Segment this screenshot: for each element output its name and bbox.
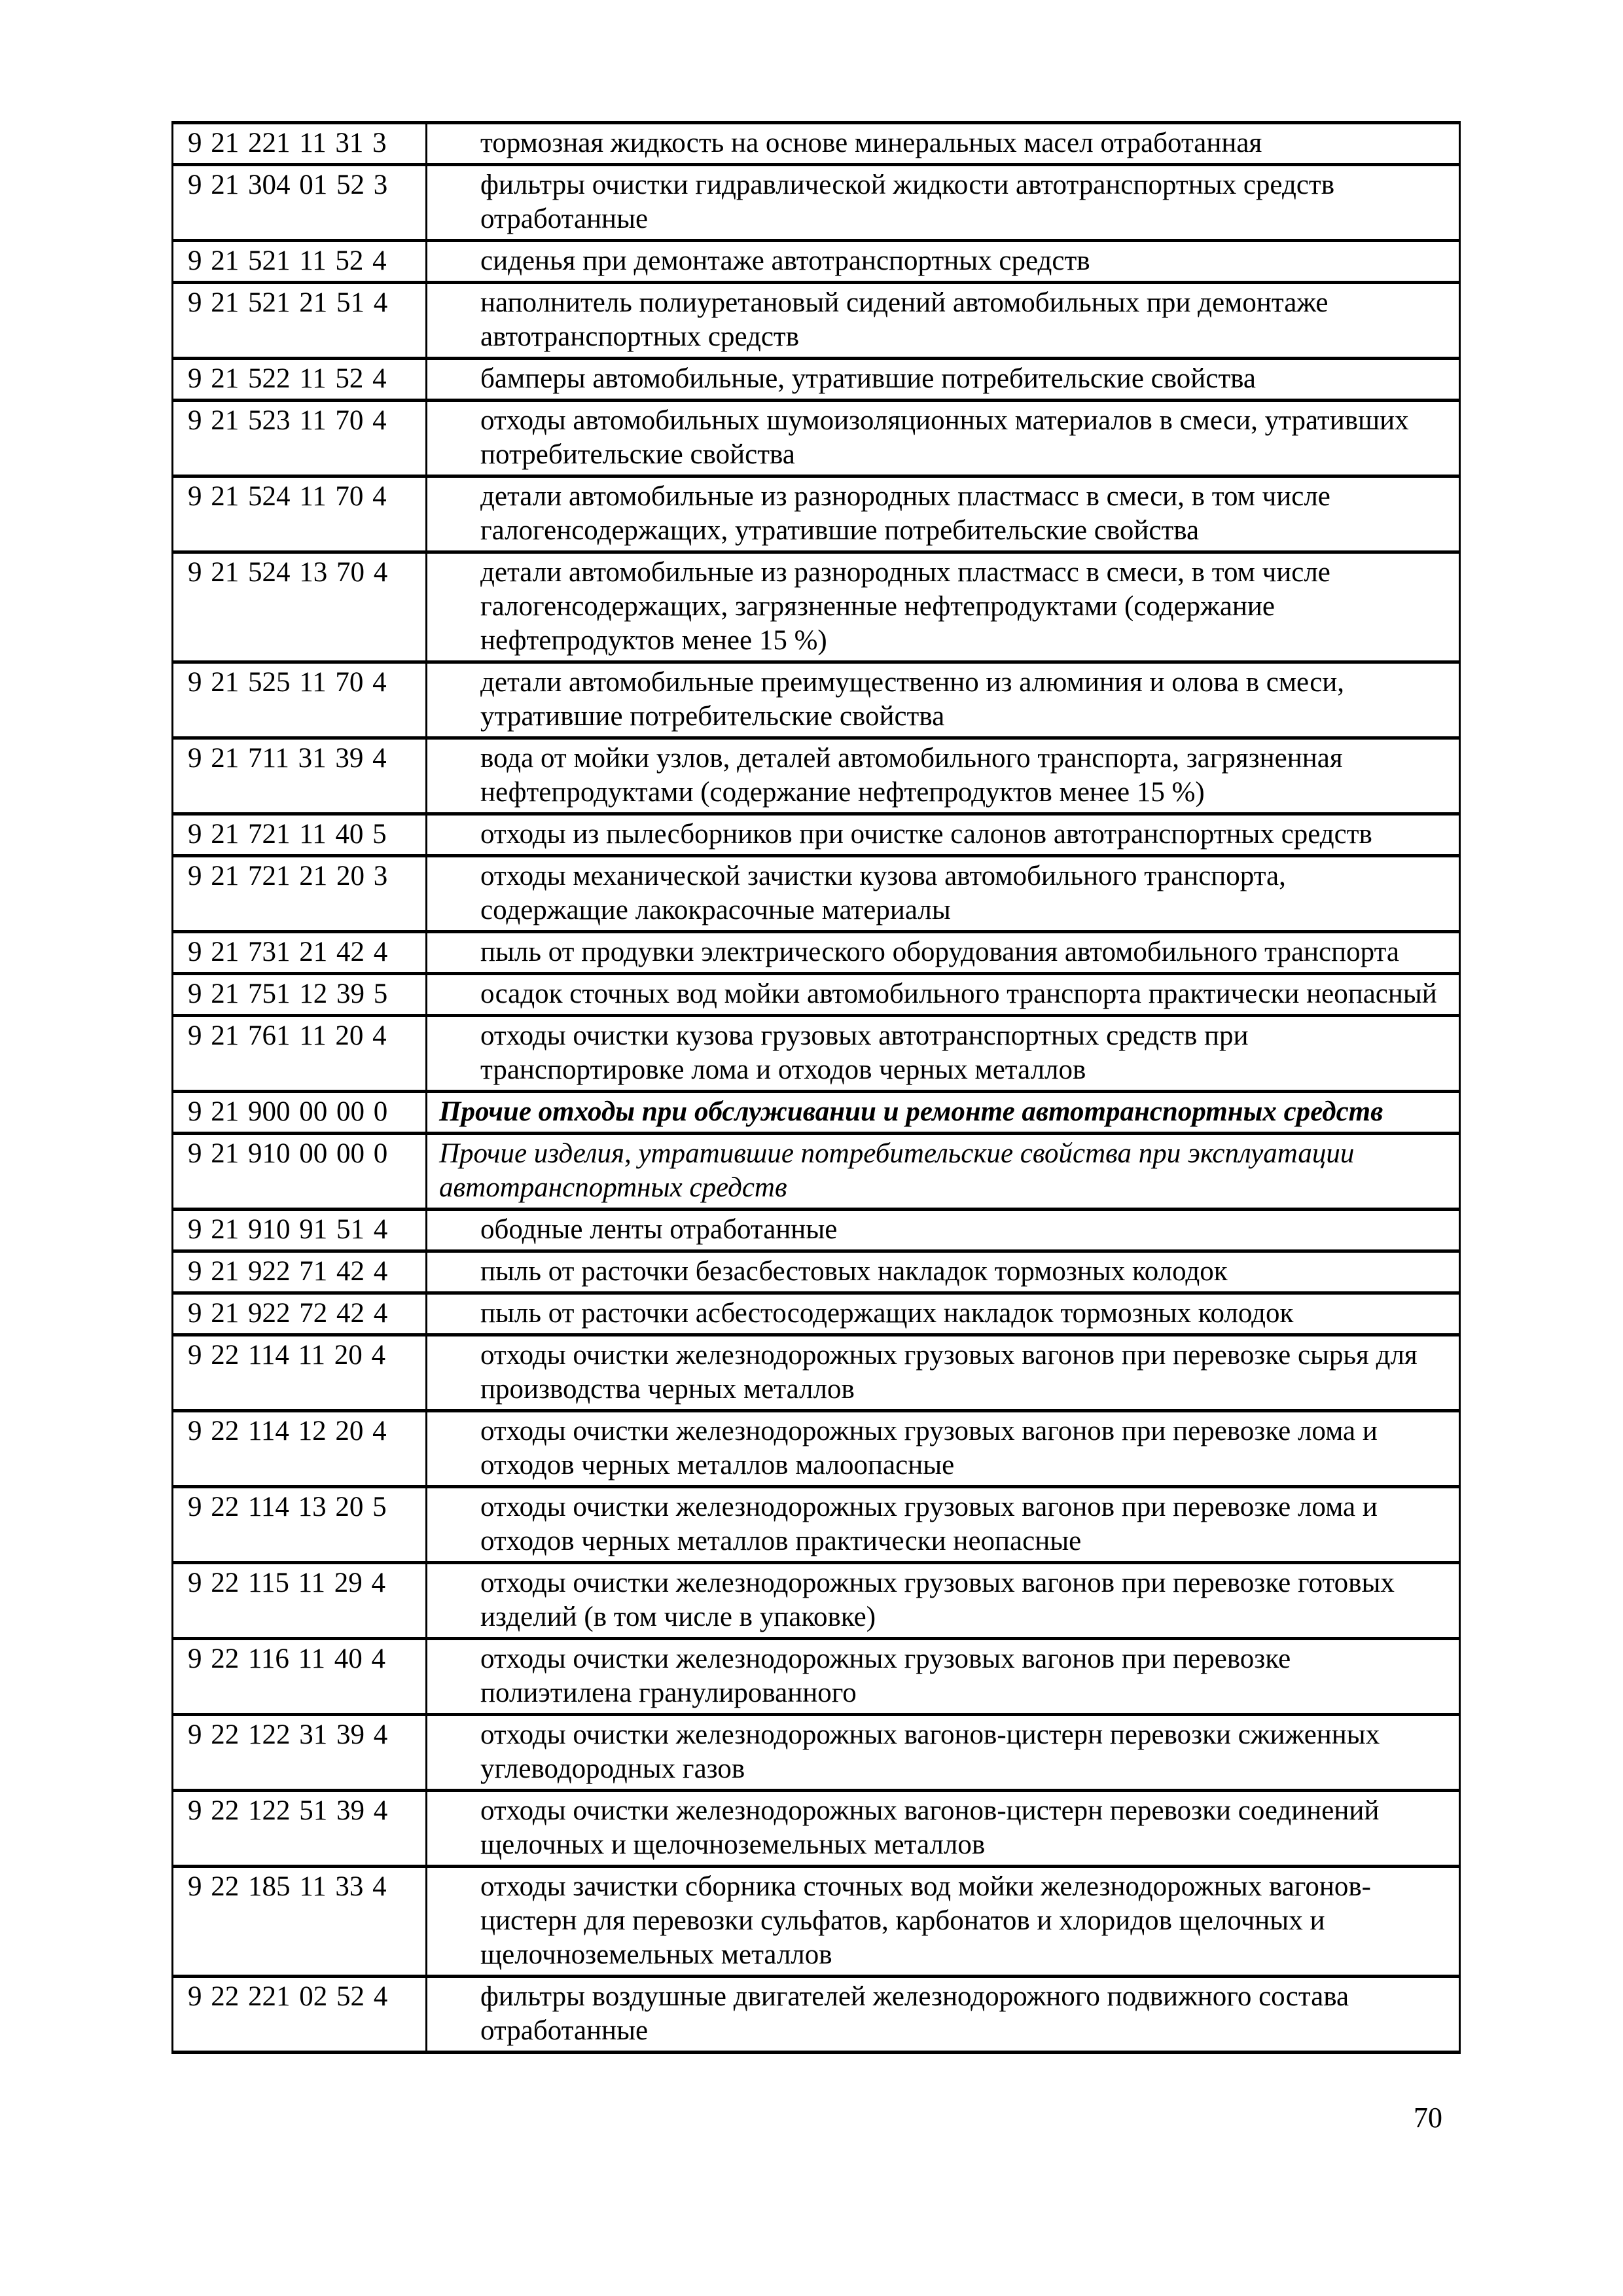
waste-code-cell: 9 21 900 00 00 0	[173, 1092, 427, 1134]
table-row	[173, 1487, 1460, 1563]
waste-code-cell: 9 22 114 12 20 4	[173, 1411, 427, 1487]
waste-name-cell: ободные ленты отработанные	[427, 1210, 1460, 1251]
waste-name-cell: пыль от расточки безасбестовых накладок тормозных колодок	[427, 1251, 1460, 1293]
waste-code-cell: 9 22 114 13 20 5	[173, 1487, 427, 1563]
waste-code-cell: 9 21 731 21 42 4	[173, 932, 427, 974]
waste-name-cell: отходы механической зачистки кузова автомобильного транспорта, содержащие лакокрасочные материалы	[427, 856, 1460, 932]
table-row	[173, 1411, 1460, 1487]
waste-code-cell: 9 21 521 11 52 4	[173, 241, 427, 283]
waste-code-cell: 9 21 711 31 39 4	[173, 738, 427, 814]
waste-name-cell: отходы очистки железнодорожных грузовых вагонов при перевозке готовых изделий (в том числе в упаковке)	[427, 1563, 1460, 1639]
waste-name-cell: отходы очистки железнодорожных вагонов-цистерн перевозки сжиженных углеводородных газов	[427, 1715, 1460, 1791]
table-row	[173, 814, 1460, 856]
waste-code-cell: 9 21 522 11 52 4	[173, 359, 427, 401]
waste-name-cell: наполнитель полиуретановый сидений автомобильных при демонтаже автотранспортных средств	[427, 283, 1460, 359]
waste-name-cell: сиденья при демонтаже автотранспортных средств	[427, 241, 1460, 283]
waste-codes-table	[171, 121, 1461, 2054]
waste-name-cell: бамперы автомобильные, утратившие потребительские свойства	[427, 359, 1460, 401]
waste-code-cell: 9 21 910 00 00 0	[173, 1134, 427, 1210]
waste-code-cell: 9 22 115 11 29 4	[173, 1563, 427, 1639]
waste-code-cell: 9 21 721 21 20 3	[173, 856, 427, 932]
waste-name-cell: отходы очистки железнодорожных грузовых вагонов при перевозке полиэтилена гранулированного	[427, 1639, 1460, 1715]
waste-name-cell: отходы очистки кузова грузовых автотранспортных средств при транспортировке лома и отходов черных металлов	[427, 1016, 1460, 1092]
waste-name-cell: пыль от продувки электрического оборудования автомобильного транспорта	[427, 932, 1460, 974]
waste-name-cell: отходы очистки железнодорожных вагонов-цистерн перевозки соединений щелочных и щелочноземельных металлов	[427, 1791, 1460, 1867]
waste-code-cell: 9 22 221 02 52 4	[173, 1977, 427, 2053]
table-row	[173, 359, 1460, 401]
table-row	[173, 552, 1460, 662]
waste-name-cell: детали автомобильные преимущественно из алюминия и олова в смеси, утратившие потребительские свойства	[427, 662, 1460, 738]
waste-name-cell: осадок сточных вод мойки автомобильного транспорта практически неопасный	[427, 974, 1460, 1016]
waste-codes-table-body	[173, 123, 1460, 2053]
waste-code-cell: 9 21 751 12 39 5	[173, 974, 427, 1016]
waste-code-cell: 9 21 721 11 40 5	[173, 814, 427, 856]
waste-name-cell: отходы зачистки сборника сточных вод мойки железнодорожных вагонов-цистерн для перевозки сульфатов, карбонатов и хлоридов щелочных и щелочноземельных металлов	[427, 1867, 1460, 1977]
waste-name-cell: детали автомобильные из разнородных пластмасс в смеси, в том числе галогенсодержащих, утратившие потребительские свойства	[427, 476, 1460, 552]
table-row	[173, 283, 1460, 359]
waste-code-cell: 9 22 116 11 40 4	[173, 1639, 427, 1715]
table-row	[173, 241, 1460, 283]
waste-name-cell: фильтры очистки гидравлической жидкости автотранспортных средств отработанные	[427, 165, 1460, 241]
waste-code-cell: 9 22 185 11 33 4	[173, 1867, 427, 1977]
table-row	[173, 1092, 1460, 1134]
table-row	[173, 1563, 1460, 1639]
waste-name-cell: пыль от расточки асбестосодержащих накладок тормозных колодок	[427, 1293, 1460, 1335]
waste-name-cell: отходы из пылесборников при очистке салонов автотранспортных средств	[427, 814, 1460, 856]
waste-name-cell: отходы очистки железнодорожных грузовых вагонов при перевозке сырья для производства черных металлов	[427, 1335, 1460, 1411]
table-row	[173, 932, 1460, 974]
table-row	[173, 974, 1460, 1016]
waste-code-cell: 9 21 922 72 42 4	[173, 1293, 427, 1335]
table-row	[173, 1639, 1460, 1715]
table-row	[173, 1251, 1460, 1293]
page-number: 70	[1414, 2102, 1442, 2134]
table-row	[173, 1977, 1460, 2053]
table-row	[173, 165, 1460, 241]
waste-code-cell: 9 21 910 91 51 4	[173, 1210, 427, 1251]
table-row	[173, 1210, 1460, 1251]
waste-code-cell: 9 21 761 11 20 4	[173, 1016, 427, 1092]
table-row	[173, 1016, 1460, 1092]
waste-code-cell: 9 21 304 01 52 3	[173, 165, 427, 241]
waste-code-cell: 9 22 122 31 39 4	[173, 1715, 427, 1791]
waste-name-cell: отходы очистки железнодорожных грузовых вагонов при перевозке лома и отходов черных металлов практически неопасные	[427, 1487, 1460, 1563]
table-row	[173, 1335, 1460, 1411]
table-row	[173, 1867, 1460, 1977]
waste-name-cell: Прочие изделия, утратившие потребительские свойства при эксплуатации автотранспортных средств	[427, 1134, 1460, 1210]
waste-code-cell: 9 22 114 11 20 4	[173, 1335, 427, 1411]
table-row	[173, 1791, 1460, 1867]
waste-name-cell: вода от мойки узлов, деталей автомобильного транспорта, загрязненная нефтепродуктами (содержание нефтепродуктов менее 15 %)	[427, 738, 1460, 814]
table-row	[173, 662, 1460, 738]
waste-name-cell: фильтры воздушные двигателей железнодорожного подвижного состава отработанные	[427, 1977, 1460, 2053]
table-row	[173, 476, 1460, 552]
table-row	[173, 1715, 1460, 1791]
table-row	[173, 1293, 1460, 1335]
waste-name-cell: отходы очистки железнодорожных грузовых вагонов при перевозке лома и отходов черных металлов малоопасные	[427, 1411, 1460, 1487]
waste-code-cell: 9 21 525 11 70 4	[173, 662, 427, 738]
waste-code-cell: 9 21 523 11 70 4	[173, 401, 427, 476]
table-row	[173, 856, 1460, 932]
waste-name-cell: отходы автомобильных шумоизоляционных материалов в смеси, утративших потребительские свойства	[427, 401, 1460, 476]
waste-code-cell: 9 21 521 21 51 4	[173, 283, 427, 359]
table-row	[173, 401, 1460, 476]
waste-code-cell: 9 21 221 11 31 3	[173, 123, 427, 165]
waste-code-cell: 9 22 122 51 39 4	[173, 1791, 427, 1867]
waste-code-cell: 9 21 922 71 42 4	[173, 1251, 427, 1293]
waste-name-cell: тормозная жидкость на основе минеральных масел отработанная	[427, 123, 1460, 165]
waste-name-cell: Прочие отходы при обслуживании и ремонте автотранспортных средств	[427, 1092, 1460, 1134]
table-row	[173, 123, 1460, 165]
waste-code-cell: 9 21 524 11 70 4	[173, 476, 427, 552]
table-row	[173, 1134, 1460, 1210]
waste-code-cell: 9 21 524 13 70 4	[173, 552, 427, 662]
table-row	[173, 738, 1460, 814]
waste-name-cell: детали автомобильные из разнородных пластмасс в смеси, в том числе галогенсодержащих, загрязненные нефтепродуктами (содержание нефтепродуктов менее 15 %)	[427, 552, 1460, 662]
